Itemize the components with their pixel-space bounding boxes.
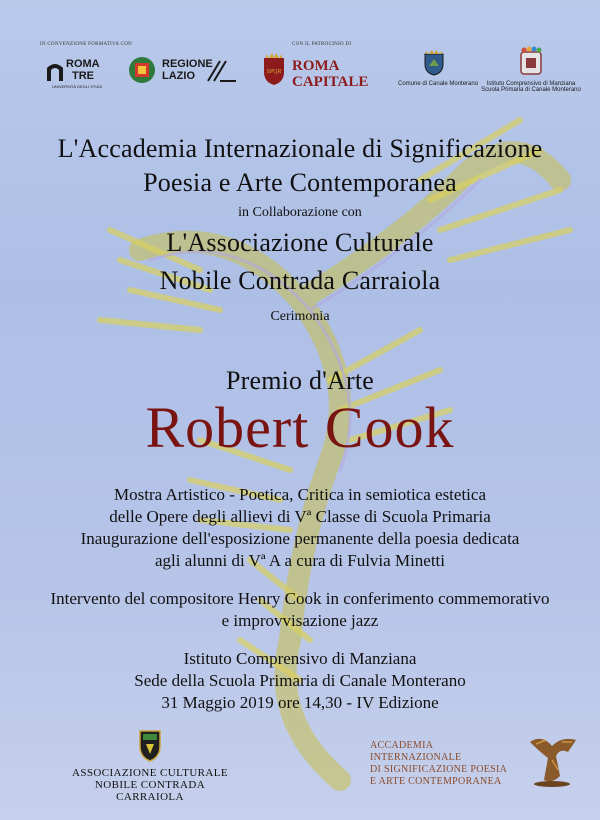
roma-tre-arch-icon	[46, 60, 64, 82]
academy-footer-line1: ACCADEMIA INTERNAZIONALE	[370, 740, 462, 763]
academy-footer-line2: DI SIGNIFICAZIONE POESIA	[370, 764, 508, 775]
convenzione-label: IN CONVENZIONE FORMATIVA CON	[40, 42, 133, 47]
body-line-6: e improvvisazione jazz	[221, 611, 379, 630]
academy-title-line1: L'Accademia Internazionale di Significazione	[57, 134, 543, 163]
association-title-line2: Nobile Contrada Carraiola	[159, 266, 441, 295]
svg-text:SPQR: SPQR	[266, 69, 282, 75]
contrada-crest-icon	[137, 728, 163, 762]
istituto-comprensivo-logo: Istituto Comprensivo di Manziana Scuola Primaria di Canale Monterano	[476, 46, 586, 93]
award-name: Robert Cook	[145, 395, 455, 460]
body-line-4: agli alunni di Vª A a cura di Fulvia Minetti	[154, 551, 446, 570]
partner-logos: IN CONVENZIONE FORMATIVA CON CON IL PATROCINIO DI ROMA TRE UNIVERSITÀ DEGLI STUDI REGIONE LAZIO SPQR ROMA CAPITALE Comune di Canale Monterano Istituto Comprensivo di Manziana Scuola Primaria di Canale Monterano	[0, 40, 600, 100]
bronze-sculpture-icon	[522, 730, 582, 788]
association-title-line1: L'Associazione Culturale	[166, 228, 434, 257]
academy-footer-line3: E ARTE CONTEMPORANEA	[370, 776, 502, 787]
body-line-2: delle Opere degli allievi di Vª Classe di Scuola Primaria	[109, 507, 491, 526]
body-line-7: Istituto Comprensivo di Manziana	[183, 649, 417, 668]
canale-monterano-crest-icon	[423, 48, 445, 76]
award-label: Premio d'Arte	[225, 366, 375, 395]
body-line-5: Intervento del compositore Henry Cook in conferimento commemorativo	[50, 589, 550, 608]
association-footer: ASSOCIAZIONE CULTURALE NOBILE CONTRADA CARRAIOLA	[70, 728, 230, 803]
roma-capitale-logo: SPQR ROMA CAPITALE	[260, 52, 370, 92]
body-line-8: Sede della Scuola Primaria di Canale Monterano	[134, 671, 466, 690]
body-line-9: 31 Maggio 2019 ore 14,30 - IV Edizione	[161, 693, 439, 712]
body-line-3: Inaugurazione dell'esposizione permanente della poesia dedicata	[80, 529, 520, 548]
roma-capitale-shield-icon	[260, 52, 288, 86]
canale-monterano-logo: Comune di Canale Monterano	[398, 48, 470, 87]
ceremony-label: Cerimonia	[270, 309, 330, 324]
body-line-1: Mostra Artistico - Poetica, Critica in semiotica estetica	[113, 485, 486, 504]
regione-lazio-mark-icon	[206, 59, 238, 83]
patrocinio-label: CON IL PATROCINIO DI	[292, 42, 352, 47]
regione-lazio-emblem-icon	[128, 56, 156, 84]
collaboration-label: in Collaborazione con	[238, 205, 362, 220]
academy-title-line2: Poesia e Arte Contemporanea	[143, 168, 457, 197]
regione-lazio-logo: REGIONE LAZIO	[128, 56, 238, 86]
istituto-emblem-icon	[517, 46, 545, 76]
